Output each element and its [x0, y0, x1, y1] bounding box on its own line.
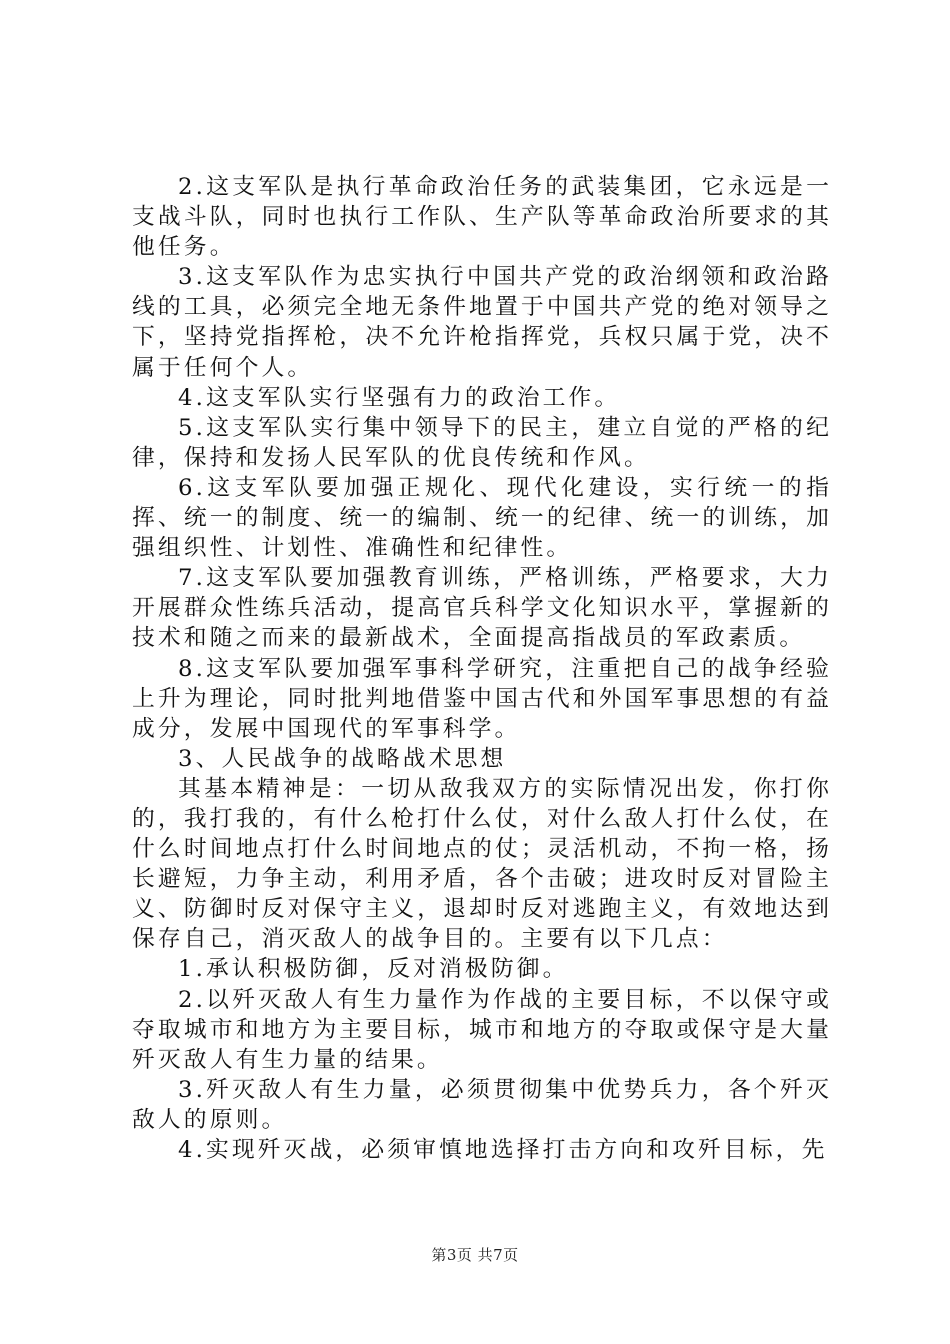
paragraph: 3.歼灭敌人有生力量，必须贯彻集中优势兵力，各个歼灭敌人的原则。 [132, 1076, 832, 1133]
paragraph: 4.这支军队实行坚强有力的政治工作。 [178, 384, 621, 411]
paragraph: 4.实现歼灭战，必须审慎地选择打击方向和攻歼目标，先 [178, 1137, 828, 1163]
document-body [132, 172, 832, 1165]
paragraph: 5.这支军队实行集中领导下的民主，建立自觉的严格的纪律，保持和发扬人民军队的优良传统和作风。 [132, 414, 832, 471]
page-number-footer: 第3页 共7页 [431, 1246, 519, 1264]
paragraph: 2.这支军队是执行革命政治任务的武装集团，它永远是一支战斗队，同时也执行工作队、生产队等革命政治所要求的其他任务。 [132, 174, 832, 261]
paragraph: 其基本精神是：一切从敌我双方的实际情况出发，你打你的，我打我的，有什么枪打什么仗，对什么敌人打什么仗，在什么时间地点打什么时间地点的仗；灵活机动，不拘一格，扬长避短，力争主动，利用矛盾，各个击破；进攻时反对冒险主义、防御时反对保守主义，退却时反对逃跑主义，有效地达到保存自己，消灭敌人的战争目的。主要有以下几点： [132, 775, 832, 953]
paragraph: 6.这支军队要加强正规化、现代化建设，实行统一的指挥、统一的制度、统一的编制、统一的纪律、统一的训练，加强组织性、计划性、准确性和纪律性。 [132, 474, 832, 562]
paragraph: 3.这支军队作为忠实执行中国共产党的政治纲领和政治路线的工具，必须完全地无条件地置于中国共产党的绝对领导之下，坚持党指挥枪，决不允许枪指挥党，兵权只属于党，决不属于任何个人。 [132, 264, 832, 381]
paragraph: 2.以歼灭敌人有生力量作为作战的主要目标，不以保守或夺取城市和地方为主要目标，城市和地方的夺取或保守是大量歼灭敌人有生力量的结果。 [132, 986, 832, 1073]
paragraph: 7.这支军队要加强教育训练，严格训练，严格要求，大力开展群众性练兵活动，提高官兵科学文化知识水平，掌握新的技术和随之而来的最新战术，全面提高指战员的军政素质。 [132, 565, 832, 652]
section-heading: 3、人民战争的战略战术思想 [178, 745, 507, 772]
paragraph: 1.承认积极防御，反对消极防御。 [178, 956, 569, 983]
paragraph: 8.这支军队要加强军事科学研究，注重把自己的战争经验上升为理论，同时批判地借鉴中国古代和外国军事思想的有益成分，发展中国现代的军事科学。 [132, 655, 832, 742]
